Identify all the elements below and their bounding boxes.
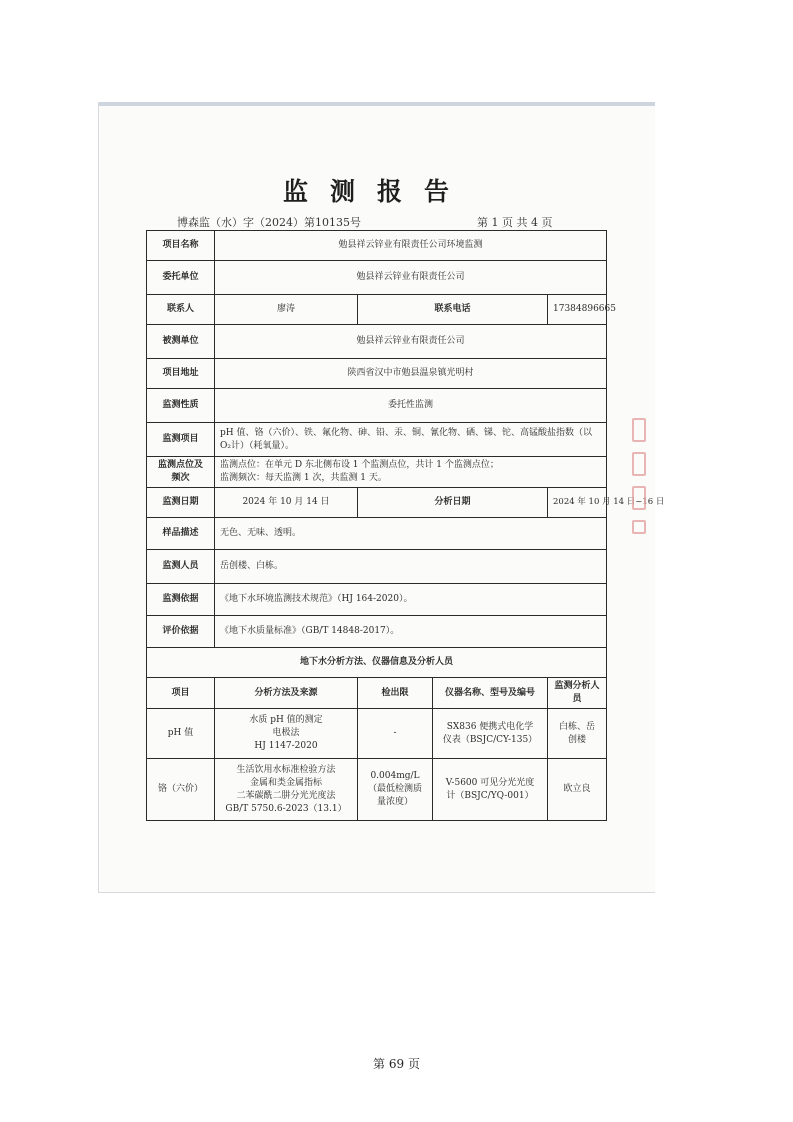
row-sample bbox=[147, 518, 607, 550]
cr-method-line1: 生活饮用水标准检验方法 bbox=[236, 764, 336, 775]
cr-method-line2: 金属和类金属指标 bbox=[249, 777, 322, 788]
cr-instrument bbox=[433, 759, 548, 821]
header-analyst: 监测分析人员 bbox=[548, 678, 607, 709]
nature-value: 委托性监测 bbox=[215, 389, 607, 423]
row-items bbox=[147, 423, 607, 457]
seal-mark bbox=[632, 486, 646, 510]
analysis-date-label: 分析日期 bbox=[358, 488, 548, 518]
section-title: 地下水分析方法、仪器信息及分析人员 bbox=[147, 648, 607, 678]
seal-mark bbox=[632, 520, 646, 534]
ph-instrument bbox=[433, 709, 548, 759]
cr-item: 铬（六价） bbox=[147, 759, 215, 821]
page-footer: 第 69 页 bbox=[373, 1057, 420, 1071]
monitored-unit-label: 被测单位 bbox=[147, 325, 215, 359]
points-value bbox=[215, 457, 607, 488]
analysis-date-value: 2024 年 10 月 14 日~16 日 bbox=[548, 488, 607, 518]
date-value: 2024 年 10 月 14 日 bbox=[215, 488, 358, 518]
cr-limit-line3: 量浓度） bbox=[376, 797, 413, 807]
eval-label: 评价依据 bbox=[147, 616, 215, 648]
header-instrument: 仪器名称、型号及编号 bbox=[433, 678, 548, 709]
header-limit: 检出限 bbox=[358, 678, 433, 709]
row-address bbox=[147, 359, 607, 389]
report-title: 监测报告 bbox=[282, 177, 471, 206]
phone-label: 联系电话 bbox=[358, 295, 548, 325]
ph-instrument-line1: SX836 便携式电化学 bbox=[446, 721, 534, 732]
header-method: 分析方法及来源 bbox=[215, 678, 358, 709]
points-line1: 监测点位：在单元 D 东北侧布设 1 个监测点位，共计 1 个监测点位； bbox=[220, 460, 499, 470]
row-monitored-unit bbox=[147, 325, 607, 359]
points-label bbox=[147, 457, 215, 488]
cr-method bbox=[215, 759, 358, 821]
document-number: 博森监（水）字（2024）第10135号 bbox=[177, 216, 361, 229]
ph-analyst-line1: 白栋、岳 bbox=[559, 721, 596, 732]
eval-value: 《地下水质量标准》（GB/T 14848-2017）。 bbox=[215, 616, 607, 648]
cr-instrument-line2: 计（BSJC/YQ-001） bbox=[446, 790, 534, 801]
points-line2: 监测频次：每天监测 1 次，共监测 1 天。 bbox=[220, 473, 387, 483]
points-label-line2: 频次 bbox=[171, 473, 190, 483]
project-name-value: 勉县祥云锌业有限责任公司环境监测 bbox=[215, 231, 607, 261]
address-label: 项目地址 bbox=[147, 359, 215, 389]
ph-analyst-line2: 创楼 bbox=[568, 734, 587, 745]
analysis-header-row bbox=[147, 678, 607, 709]
date-label: 监测日期 bbox=[147, 488, 215, 518]
cr-limit-line1: 0.004mg/L bbox=[370, 771, 420, 781]
scan-top-edge bbox=[99, 102, 655, 106]
sample-value: 无色、无味、透明。 bbox=[215, 518, 607, 550]
analysis-row-chromium bbox=[147, 759, 607, 821]
cr-analyst: 欧立良 bbox=[548, 759, 607, 821]
basis-label: 监测依据 bbox=[147, 584, 215, 616]
seal-mark bbox=[632, 418, 646, 442]
contact-value: 廖涛 bbox=[215, 295, 358, 325]
scanned-report-page bbox=[98, 102, 665, 893]
monitored-unit-value: 勉县祥云锌业有限责任公司 bbox=[215, 325, 607, 359]
ph-method-line2: 电极法 bbox=[272, 728, 300, 738]
row-staff bbox=[147, 550, 607, 584]
row-basis bbox=[147, 584, 607, 616]
analysis-row-ph bbox=[147, 709, 607, 759]
row-nature bbox=[147, 389, 607, 423]
cr-instrument-line1: V-5600 可见分光光度 bbox=[445, 777, 535, 788]
row-date bbox=[147, 488, 607, 518]
seal-stamp-fragment bbox=[632, 418, 646, 536]
report-table bbox=[146, 230, 665, 821]
row-eval bbox=[147, 616, 607, 648]
seal-mark bbox=[632, 452, 646, 476]
row-section-title bbox=[147, 648, 607, 678]
cr-method-line3: 二苯碳酰二肼分光光度法 bbox=[236, 790, 336, 801]
row-points bbox=[147, 457, 607, 488]
items-label: 监测项目 bbox=[147, 423, 215, 457]
cr-method-line4: GB/T 5750.6-2023（13.1） bbox=[225, 803, 347, 814]
row-project-name bbox=[147, 231, 607, 261]
nature-label: 监测性质 bbox=[147, 389, 215, 423]
ph-method-line1: 水质 pH 值的测定 bbox=[249, 715, 323, 725]
cr-limit bbox=[358, 759, 433, 821]
basis-value: 《地下水环境监测技术规范》（HJ 164-2020）。 bbox=[215, 584, 607, 616]
phone-value: 17384896665 bbox=[548, 295, 607, 325]
ph-analyst bbox=[548, 709, 607, 759]
client-value: 勉县祥云锌业有限责任公司 bbox=[215, 261, 607, 295]
points-label-line1: 监测点位及 bbox=[157, 460, 203, 470]
client-label: 委托单位 bbox=[147, 261, 215, 295]
header-item: 项目 bbox=[147, 678, 215, 709]
ph-method-line3: HJ 1147-2020 bbox=[254, 741, 318, 751]
staff-label: 监测人员 bbox=[147, 550, 215, 584]
ph-method bbox=[215, 709, 358, 759]
ph-limit: - bbox=[358, 709, 433, 759]
cr-limit-line2: （最低检测质 bbox=[367, 784, 422, 794]
items-value: pH 值、铬（六价）、铁、氟化物、砷、铅、汞、铜、氰化物、硒、锑、铊、高锰酸盐指数（以 O₂计）（耗氧量）。 bbox=[215, 423, 607, 457]
row-client bbox=[147, 261, 607, 295]
page-info: 第 1 页 共 4 页 bbox=[477, 216, 553, 229]
project-name-label: 项目名称 bbox=[147, 231, 215, 261]
row-contact bbox=[147, 295, 607, 325]
ph-item: pH 值 bbox=[147, 709, 215, 759]
staff-value: 岳创楼、白栋。 bbox=[215, 550, 607, 584]
sample-label: 样品描述 bbox=[147, 518, 215, 550]
address-value: 陕西省汉中市勉县温泉镇光明村 bbox=[215, 359, 607, 389]
contact-label: 联系人 bbox=[147, 295, 215, 325]
ph-instrument-line2: 仪表（BSJC/CY-135） bbox=[442, 734, 538, 745]
